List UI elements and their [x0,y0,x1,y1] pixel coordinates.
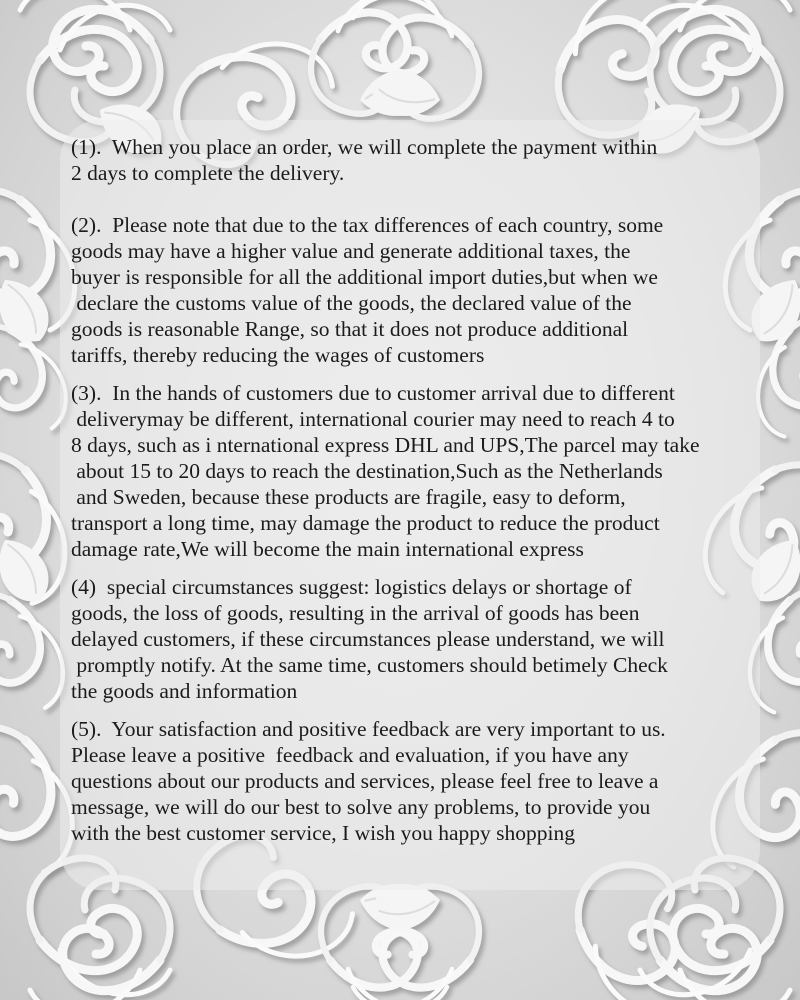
paragraph-line: (4) special circumstances suggest: logistics delays or shortage of [71,575,632,599]
paragraph-line: damage rate,We will become the main international express [71,537,584,561]
paragraph-line: goods, the loss of goods, resulting in the arrival of goods has been [71,601,640,625]
paragraph-line: goods may have a higher value and generate additional taxes, the [71,239,631,263]
paragraph-line: 2 days to complete the delivery. [71,161,345,185]
paragraph-line: (5). Your satisfaction and positive feedback are very important to us. [71,717,666,741]
notice-text [71,134,771,858]
paragraph-1 [71,134,771,186]
paragraph-line: declare the customs value of the goods, the declared value of the [71,291,632,315]
paragraph-line: tariffs, thereby reducing the wages of customers [71,343,485,367]
paragraph-line: deliverymay be different, international courier may need to reach 4 to [71,407,675,431]
paragraph-line: delayed customers, if these circumstances please understand, we will [71,627,665,651]
paragraph-2 [71,212,771,368]
paragraph-5 [71,716,771,846]
paragraph-4 [71,574,771,704]
paragraph-line: message, we will do our best to solve any problems, to provide you [71,795,651,819]
paragraph-line: 8 days, such as i nternational express DHL and UPS,The parcel may take [71,433,700,457]
paragraph-line: and Sweden, because these products are fragile, easy to deform, [71,485,626,509]
paragraph-line: promptly notify. At the same time, customers should betimely Check [71,653,668,677]
paragraph-line: Please leave a positive feedback and evaluation, if you have any [71,743,629,767]
paragraph-line: questions about our products and services, please feel free to leave a [71,769,659,793]
paragraph-3 [71,380,771,562]
paragraph-line: (1). When you place an order, we will complete the payment within [71,135,658,159]
paragraph-line: (2). Please note that due to the tax differences of each country, some [71,213,664,237]
paragraph-line: goods is reasonable Range, so that it does not produce additional [71,317,629,341]
paragraph-line: with the best customer service, I wish you happy shopping [71,821,575,845]
paragraph-line: transport a long time, may damage the product to reduce the product [71,511,660,535]
paragraph-line: about 15 to 20 days to reach the destination,Such as the Netherlands [71,459,663,483]
paragraph-line: the goods and information [71,679,298,703]
paragraph-line: (3). In the hands of customers due to customer arrival due to different [71,381,675,405]
paragraph-line: buyer is responsible for all the additional import duties,but when we [71,265,658,289]
